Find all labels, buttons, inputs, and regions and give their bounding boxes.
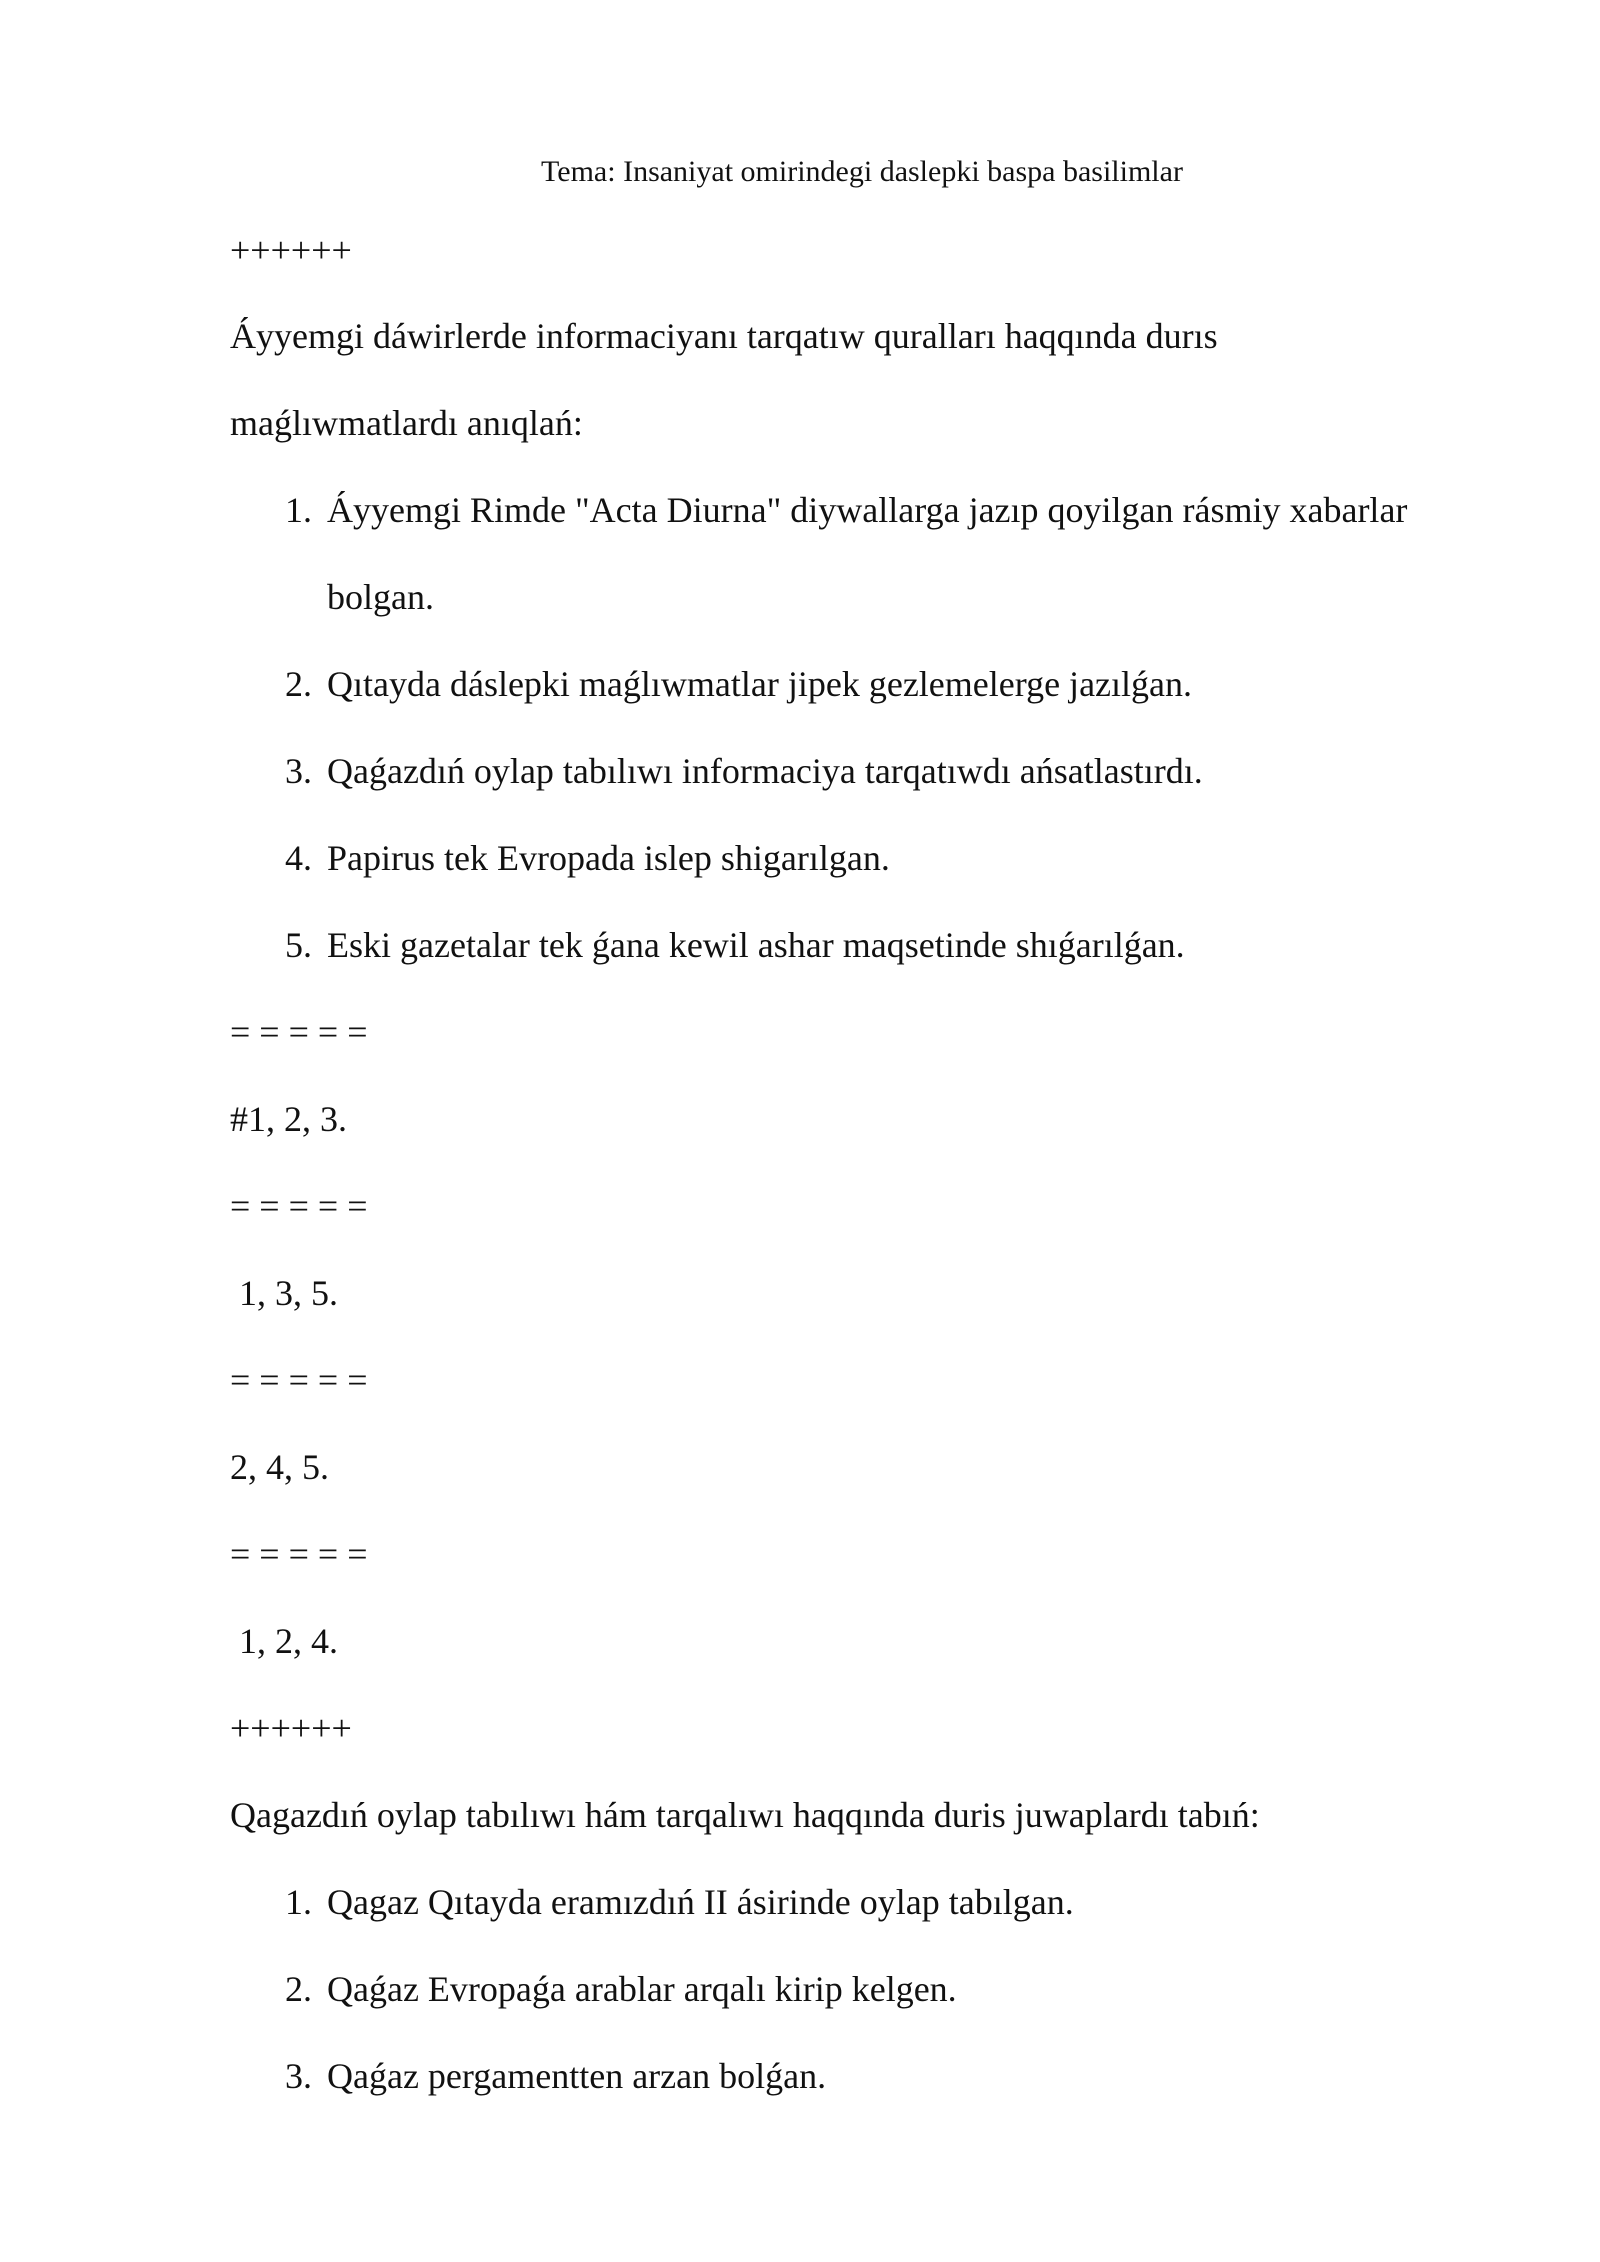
list-item-text: Qaǵaz pergamentten arzan bolǵan. [327,2056,827,2096]
answer-separator: = = = = = [230,1534,368,1574]
list-item-number: 4. [285,838,312,878]
answer-option: 2, 4, 5. [230,1447,329,1487]
question-prompt: Qagazdıń oylap tabılıwı hám tarqalıwı haqqında duris juwaplardı tabıń: [230,1795,1260,1835]
list-item-text: Áyyemgi Rimde "Acta Diurna" diywallarga jazıp qoyilgan rásmiy xabarlar [327,490,1408,530]
list-item-number: 3. [285,751,312,791]
answer-separator: = = = = = [230,1186,368,1226]
list-item-text: Qagaz Qıtayda eramızdıń II ásirinde oylap tabılgan. [327,1882,1074,1922]
list-item-number: 1. [285,490,312,530]
list-item-number: 5. [285,925,312,965]
list-item-text: Qaǵaz Evropaǵa arablar arqalı kirip kelgen. [327,1969,957,2009]
question-marker: ++++++ [230,230,352,270]
list-item-text: Qıtayda dáslepki maǵlıwmatlar jipek gezlemelerge jazılǵan. [327,664,1193,704]
answer-option: 1, 2, 4. [230,1621,338,1661]
answer-option: 1, 3, 5. [230,1273,338,1313]
list-item-number: 2. [285,664,312,704]
list-item-number: 3. [285,2056,312,2096]
question-prompt-line-2: maǵlıwmatlardı anıqlań: [230,403,583,443]
list-item-text: Eski gazetalar tek ǵana kewil ashar maqsetinde shıǵarılǵan. [327,925,1185,965]
list-item-number: 2. [285,1969,312,2009]
question-prompt-line-1: Áyyemgi dáwirlerde informaciyanı tarqatıw quralları haqqında durıs [230,316,1218,356]
document-title: Tema: Insaniyat omirindegi daslepki baspa basilimlar [541,155,1183,188]
list-item-number: 1. [285,1882,312,1922]
answer-separator: = = = = = [230,1012,368,1052]
answer-option-correct: #1, 2, 3. [230,1099,347,1139]
answer-separator: = = = = = [230,1360,368,1400]
question-marker: ++++++ [230,1708,352,1748]
list-item-text: Qaǵazdıń oylap tabılıwı informaciya tarqatıwdı ańsatlastırdı. [327,751,1203,791]
list-item-text: Papirus tek Evropada islep shigarılgan. [327,838,890,878]
list-item-text-continuation: bolgan. [327,577,434,617]
